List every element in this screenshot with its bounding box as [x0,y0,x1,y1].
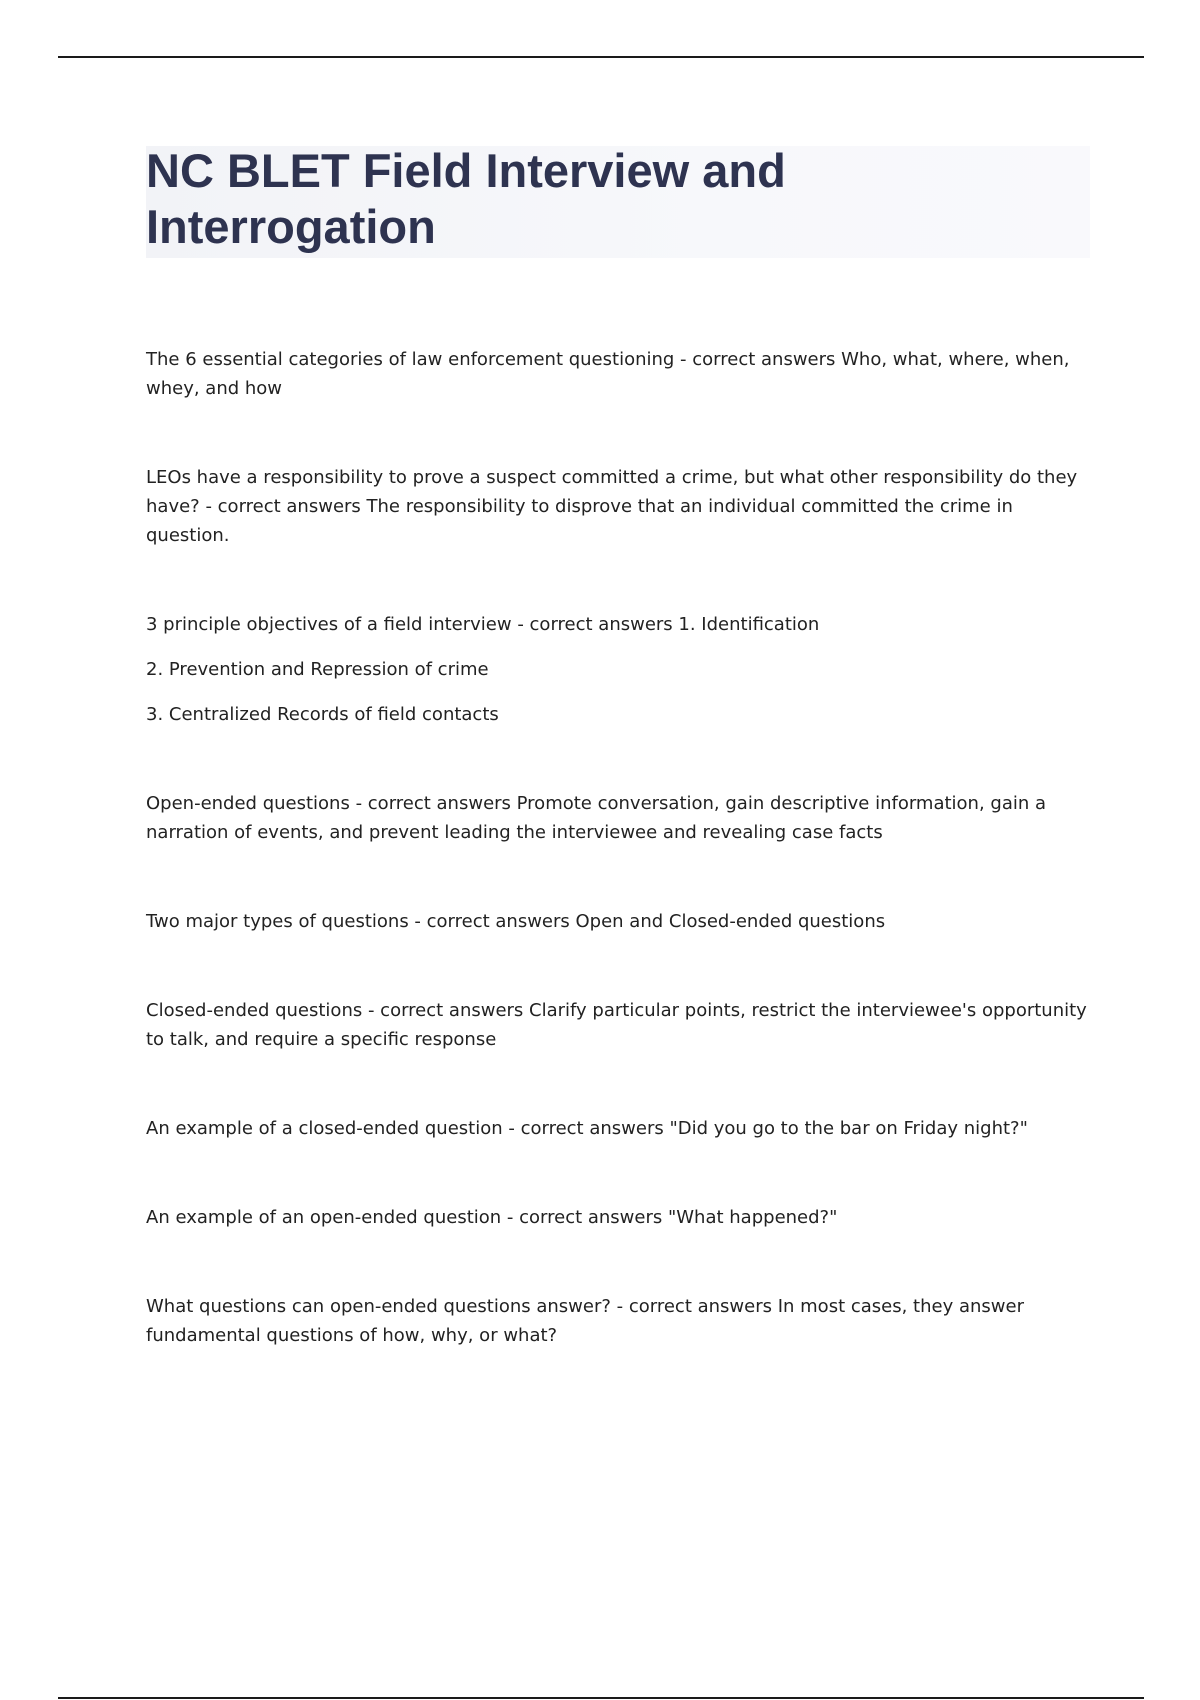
qa-text: LEOs have a responsibility to prove a suspect committed a crime, but what other responsibility do they have? - correct answers The responsibility to disprove that an individual committed the crime in question. [146,467,1078,546]
qa-list-item: 3. Centralized Records of field contacts [146,704,499,725]
qa-list-item: 2. Prevention and Repression of crime [146,659,489,680]
top-divider [58,56,1144,58]
qa-entry-questioning-categories [146,345,1096,403]
qa-text: Open-ended questions - correct answers Promote conversation, gain descriptive information, gain a narration of events, and prevent leading the interviewee and revealing case facts [146,793,1047,843]
qa-text: The 6 essential categories of law enforcement questioning - correct answers Who, what, where, when, whey, and how [146,349,1070,399]
qa-entry-closed-ended-example [146,1114,1096,1143]
qa-text: Two major types of questions - correct answers Open and Closed-ended questions [146,911,886,932]
qa-entry-open-ended-example [146,1203,1096,1232]
qa-text: An example of an open-ended question - correct answers "What happened?" [146,1207,838,1228]
qa-entry-closed-ended-questions [146,996,1096,1054]
qa-entry-open-ended-questions [146,789,1096,847]
qa-text: 3 principle objectives of a field interview - correct answers 1. Identification [146,614,820,635]
qa-text: Closed-ended questions - correct answers Clarify particular points, restrict the interviewee's opportunity to talk, and require a specific response [146,1000,1087,1050]
qa-entry-leo-responsibility [146,463,1096,550]
qa-list [146,345,1096,1410]
qa-entry-question-types [146,907,1096,936]
qa-text: An example of a closed-ended question - correct answers "Did you go to the bar on Friday night?" [146,1118,1028,1139]
document-title: NC BLET Field Interview and Interrogation [146,144,786,253]
qa-entry-open-ended-answers [146,1292,1096,1350]
bottom-divider [58,1697,1144,1699]
qa-entry-field-interview-objectives [146,610,1096,729]
qa-text: What questions can open-ended questions answer? - correct answers In most cases, they answer fundamental questions of how, why, or what? [146,1296,1024,1346]
